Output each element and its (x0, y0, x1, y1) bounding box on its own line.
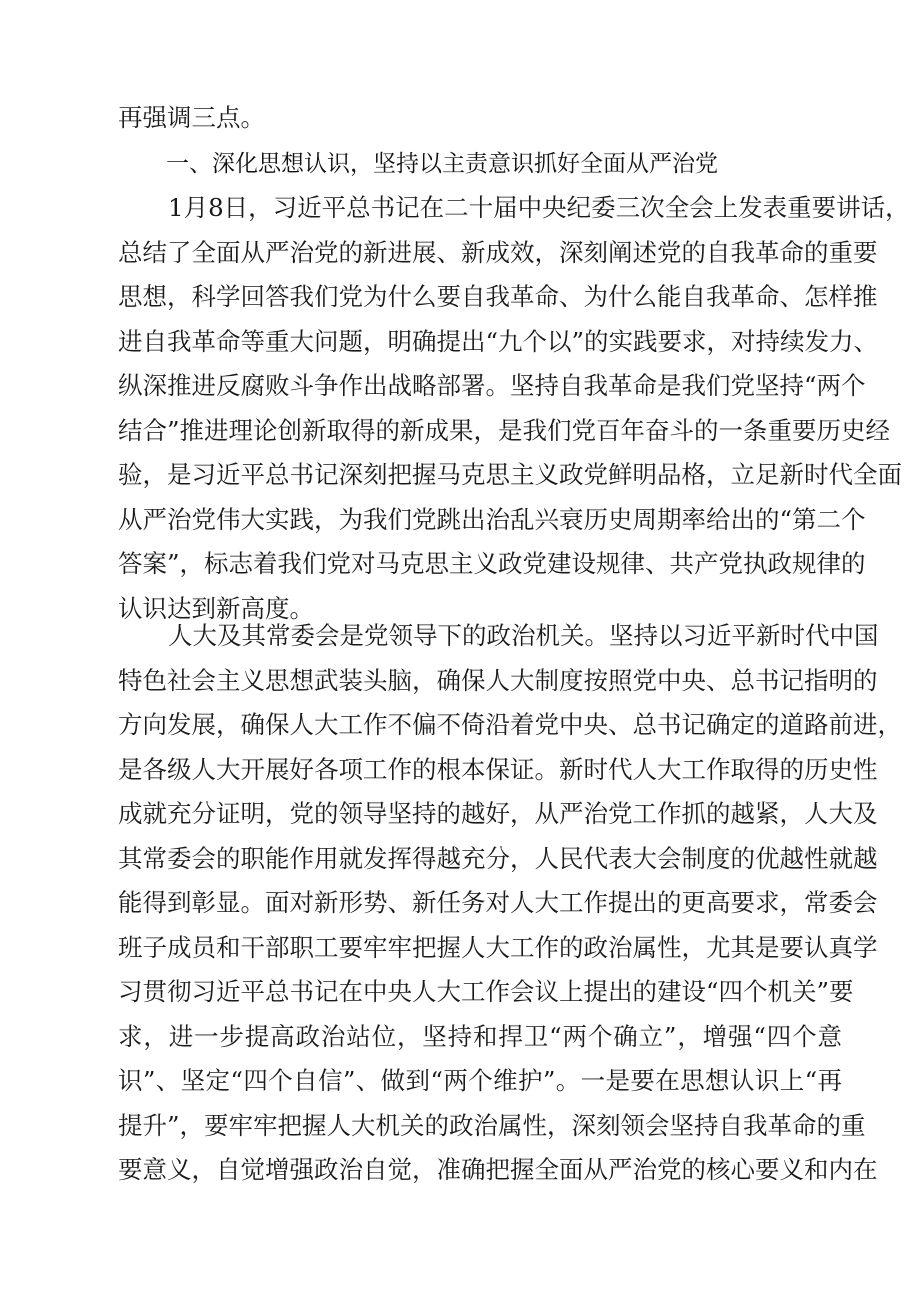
paragraph-line: 结合”推进理论创新取得的新成果，是我们党百年奋斗的一条重要历史经 (118, 415, 891, 445)
paragraph-line: 验，是习近平总书记深刻把握马克思主义政党鲜明品格，立足新时代全面 (118, 460, 902, 489)
paragraph-line: 从严治党伟大实践，为我们党跳出治乱兴衰历史周期率给出的“第二个 (118, 504, 866, 534)
intro-text (118, 96, 842, 141)
paragraph-line: 特色社会主义思想武装头脑，确保人大制度按照党中央、总书记指明的 (118, 665, 878, 695)
paragraph-line: 其常委会的职能作用就发挥得越充分，人民代表大会制度的优越性就越 (118, 843, 878, 873)
paragraph-line: 求，进一步提高政治站位，坚持和捍卫“两个确立”，增强“四个意 (118, 1021, 842, 1051)
section-heading: 一、深化思想认识，坚持以主责意识抓好全面从严治党 (166, 151, 718, 177)
paragraph-1 (118, 186, 910, 631)
paragraph-line: 纵深推进反腐败斗争作出战略部署。坚持自我革命是我们党坚持“两个 (118, 371, 866, 400)
paragraph-line: 1月8日，习近平总书记在二十届中央纪委三次全会上发表重要讲话， (168, 193, 910, 222)
paragraph-line: 提升”，要牢牢把握人大机关的政治属性，深刻领会坚持自我革命的重 (118, 1110, 866, 1140)
paragraph-line: 班子成员和干部职工要牢牢把握人大工作的政治属性，尤其是要认真学 (118, 932, 878, 962)
paragraph-line: 人大及其常委会是党领导下的政治机关。坚持以习近平新时代中国 (168, 621, 879, 650)
paragraph-line: 成就充分证明，党的领导坚持的越好，从严治党工作抓的越紧，人大及 (118, 799, 878, 828)
paragraph-line: 总结了全面从严治党的新进展、新成效，深刻阐述党的自我革命的重要 (118, 237, 878, 267)
paragraph-line: 是各级人大开展好各项工作的根本保证。新时代人大工作取得的历史性 (118, 754, 878, 784)
paragraph-line: 方向发展，确保人大工作不偏不倚沿着党中央、总书记确定的道路前进， (118, 710, 902, 739)
paragraph-line: 要意义，自觉增强政治自觉，准确把握全面从严治党的核心要义和内在 (118, 1155, 878, 1184)
paragraph-line: 习贯彻习近平总书记在中央人大工作会议上提出的建设“四个机关”要 (118, 977, 854, 1006)
paragraph-line: 能得到彰显。面对新形势、新任务对人大工作提出的更高要求，常委会 (118, 888, 878, 917)
paragraph-2 (118, 614, 902, 1193)
paragraph-line: 进自我革命等重大问题，明确提出“九个以”的实践要求，对持续发力、 (118, 326, 879, 356)
paragraph-line: 识”、坚定“四个自信”、做到“两个维护”。一是要在思想认识上“再 (118, 1066, 842, 1095)
paragraph-line: 认识达到新高度。 (118, 593, 314, 623)
paragraph-line: 思想，科学回答我们党为什么要自我革命、为什么能自我革命、怎样推 (118, 282, 878, 311)
intro-line: 再强调三点。 (118, 103, 265, 132)
paragraph-line: 答案”，标志着我们党对马克思主义政党建设规律、共产党执政规律的 (118, 549, 866, 578)
